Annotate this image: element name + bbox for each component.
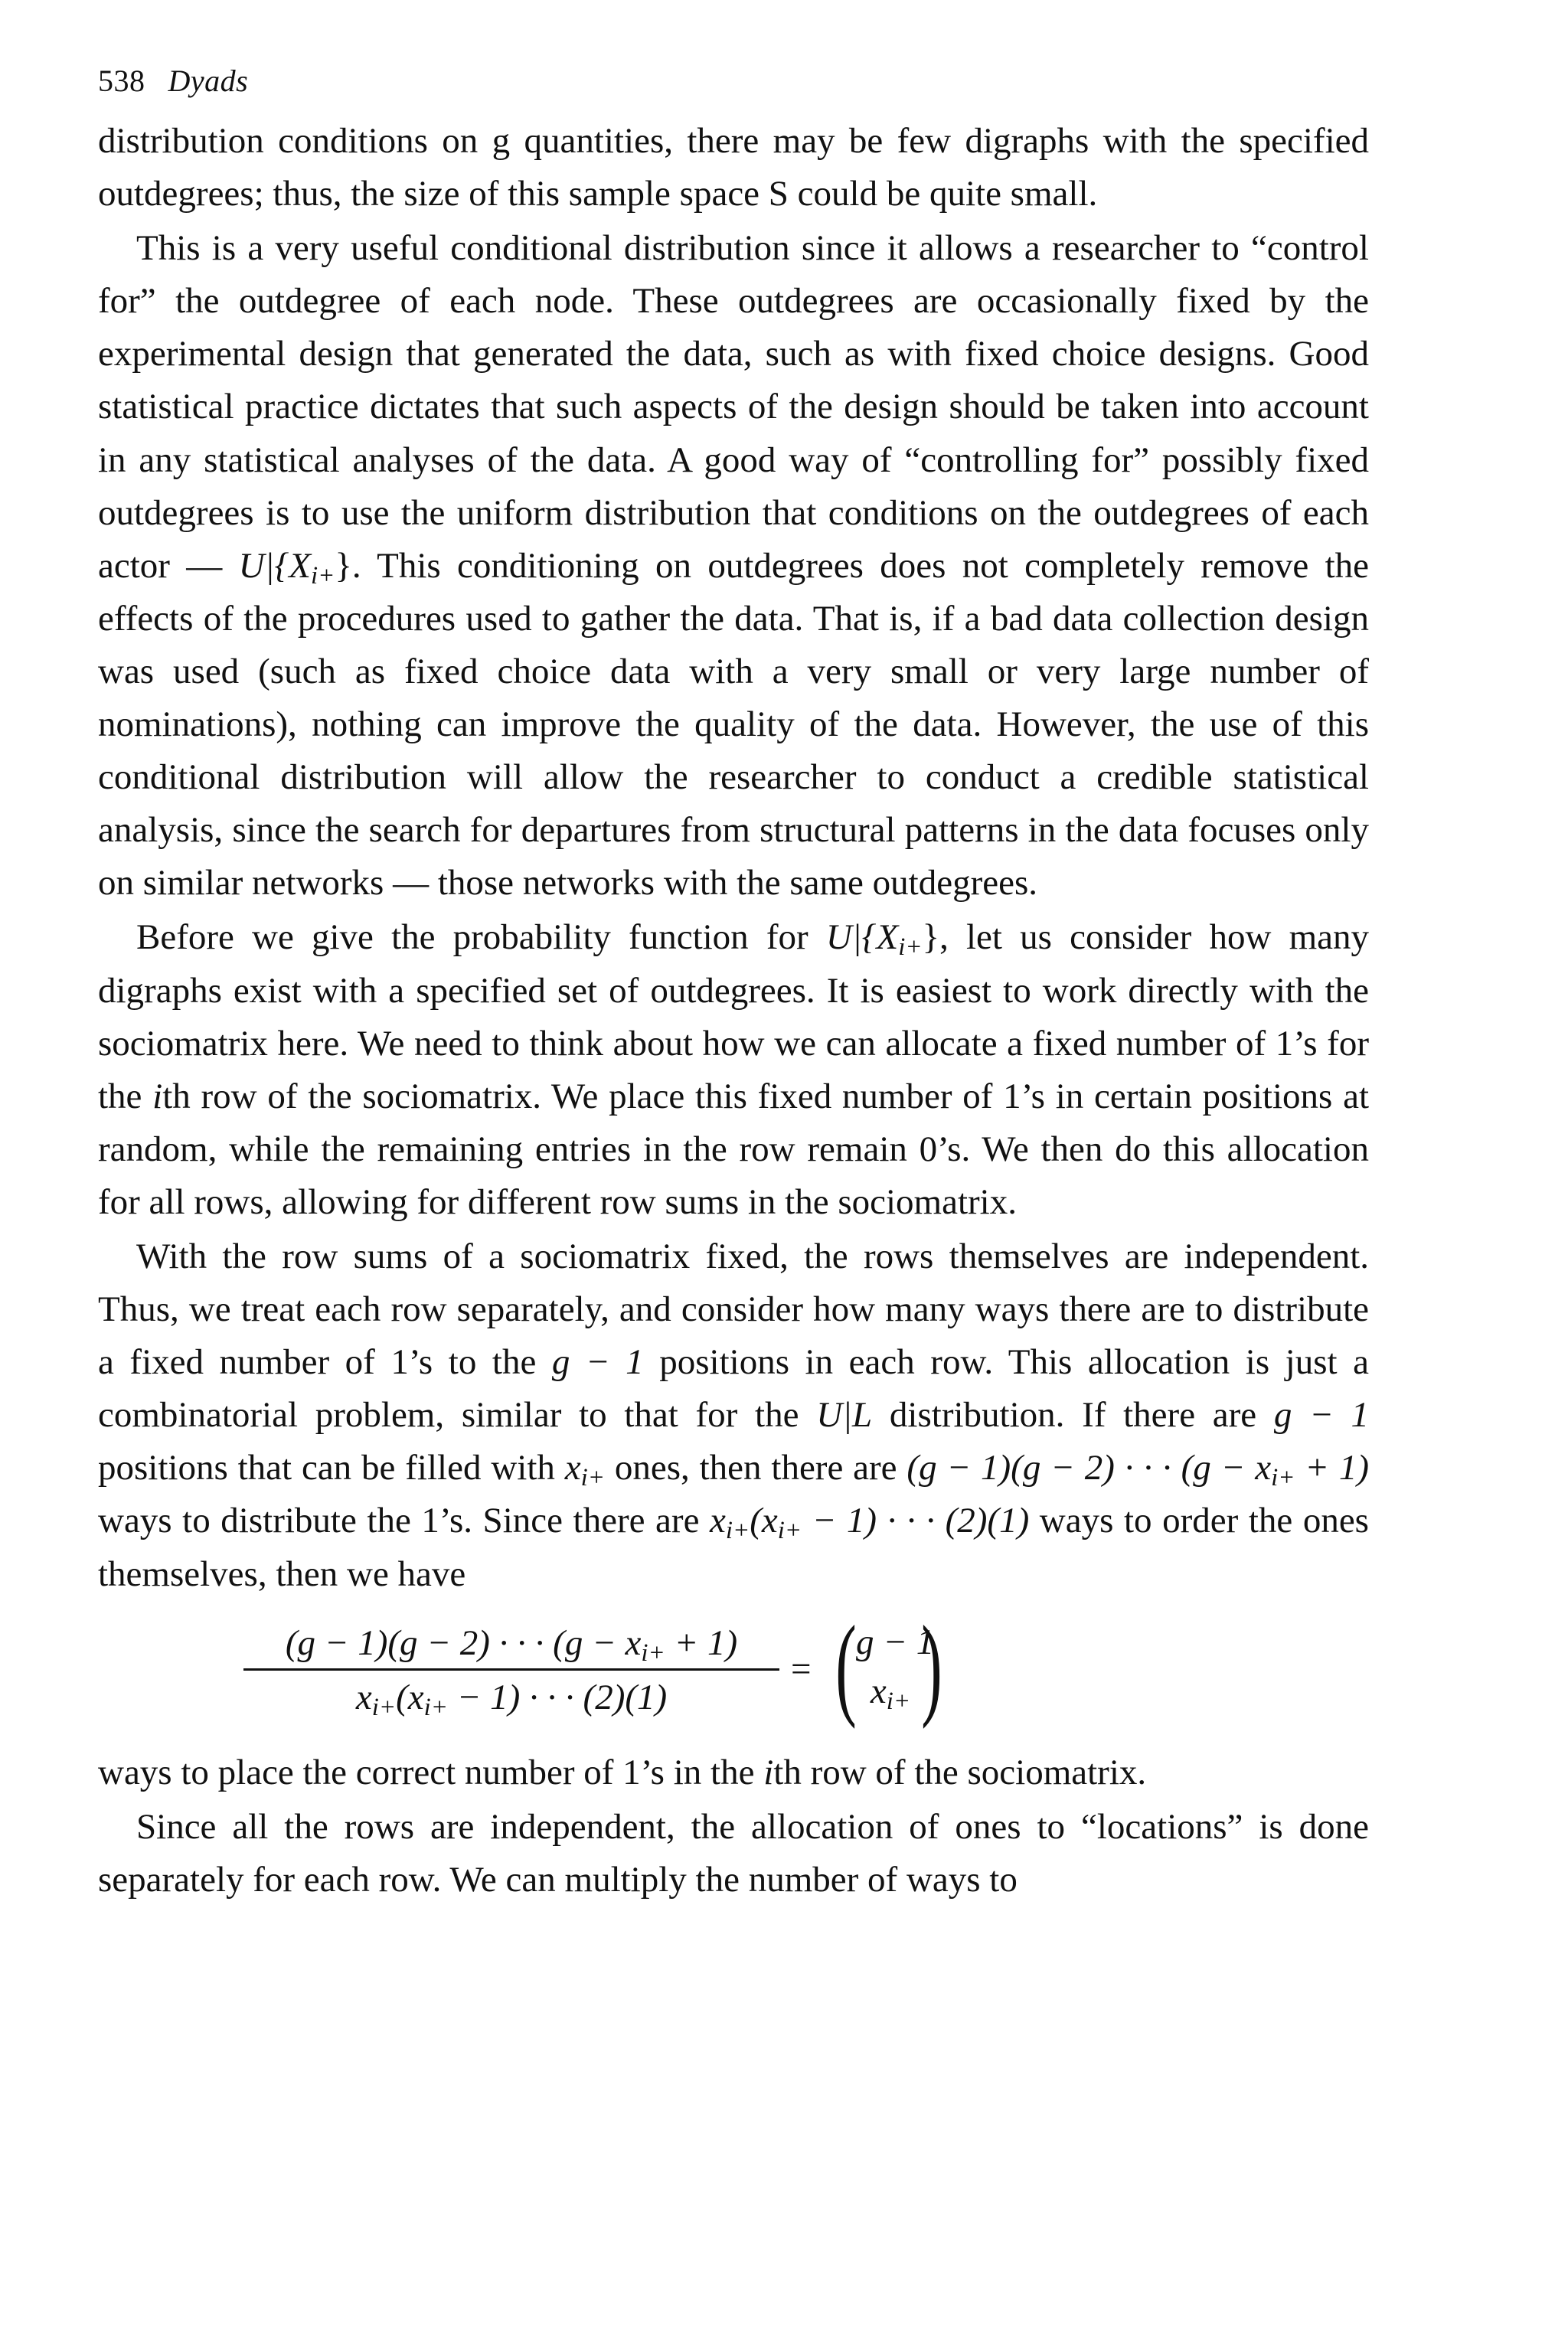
math-x-i-plus: $x_{i+}$ [564, 1448, 605, 1492]
paragraph-6: Since all the rows are independent, the allocation of ones to “locations” is done separately for each row. We can multiply the number of ways to [98, 1806, 1369, 1900]
paragraph-3: Before we give the probability function for $U|\{X_{i+}\}$, let us consider how many digraphs exist with a specified set of outdegrees. It is easiest to work directly with the sociomatrix here. We need to think about how we can allocate a fixed number of 1’s for the ith row of the sociomatrix. We place this fixed number of 1’s in certain positions at random, while the remaining entries in the row remain 0’s. We then do this allocation for all rows, allowing for different row sums in the sociomatrix. [98, 917, 1369, 1222]
paragraph-2-text-b: . This conditioning on outdegrees does not completely remove the effects of the procedures used to gather the data. That is, if a bad data collection design was used (such as fixed choice data with a very small or very large number of nominations), nothing can improve the quality of the data. However, the use of this conditional distribution will allow the researcher to conduct a credible statistical analysis, since the search for departures from structural patterns in the data focuses only on similar networks — those networks with the same outdegrees. [98, 545, 1369, 903]
fraction-bar [243, 1668, 779, 1671]
equation-numerator: (g − 1)(g − 2) · · · $(g - x_{i+} + 1)$ [285, 1622, 738, 1667]
body-text [98, 115, 1369, 1906]
math-u-given-xi-plus: $U|\{X_{i+}\}$ [238, 545, 352, 590]
equals-sign: = [791, 1648, 812, 1689]
binomial-coefficient [833, 1602, 948, 1730]
paragraph-2-text-a: This is a very useful conditional distribution since it allows a researcher to “control for” the outdegree of each node. These outdegrees are occasionally fixed by the experimental design that generated the data, such as with fixed choice designs. Good statistical practice dictates that such aspects of the design should be taken into account in any statistical analyses of the data. A good way of “controlling for” possibly fixed outdegrees is to use the uniform distribution that conditions on the outdegrees of each actor — [98, 228, 1369, 586]
left-paren: ( [835, 1602, 857, 1730]
math-falling-product: (g − 1)(g − 2) · · · $(g - x_{i+} + 1)$ [906, 1448, 1370, 1492]
binom-top: g − 1 [856, 1622, 935, 1662]
paragraph-2 [98, 222, 1369, 910]
binom-bottom: $x_{i+}$ [870, 1671, 911, 1715]
math-g-minus-1-b: g − 1 [1273, 1395, 1369, 1436]
section-title: Dyads [168, 64, 249, 98]
math-i: i [152, 1076, 163, 1116]
running-head [98, 61, 1369, 115]
equation-denominator: $x_{i+}(x_{i+} - 1)$ · · · (2)(1) [355, 1677, 668, 1721]
page-number: 538 [98, 64, 145, 98]
page [98, 55, 1369, 1906]
equation-fraction [243, 1619, 779, 1721]
paragraph-1: distribution conditions on g quantities, there may be few digraphs with the specified outdegrees; thus, the size of this sample space S could be quite small. [98, 121, 1369, 214]
display-equation [98, 1602, 1369, 1730]
right-paren: ) [921, 1602, 942, 1730]
math-u-given-xi-plus-2: $U|\{X_{i+}\}$ [825, 917, 940, 962]
math-order-product: $x_{i+}(x_{i+} - 1)$ · · · (2)(1) [710, 1501, 1030, 1545]
paragraph-4: With the row sums of a sociomatrix fixed, the rows themselves are independent. Thus, we treat each row separately, and consider how many ways there are to distribute a fixed number of 1’s to the g − 1 positions in each row. This allocation is just a combinatorial problem, similar to that for the U|L distribution. If there are g − 1 positions that can be filled with $x_{i+}$ ones, then there are (g − 1)(g − 2) · · · $(g - x_{i+} + 1)$ ways to distribute the 1’s. Since there are $x_{i+}(x_{i+} - 1)$ · · · (2)(1) ways to order the ones themselves, then we have [98, 1236, 1370, 1594]
math-i-2: i [763, 1752, 774, 1792]
math-g-minus-1: g − 1 [551, 1342, 644, 1383]
math-u-given-l: U|L [816, 1395, 873, 1436]
paragraph-5: ways to place the correct number of 1’s in the ith row of the sociomatrix. [98, 1752, 1147, 1792]
